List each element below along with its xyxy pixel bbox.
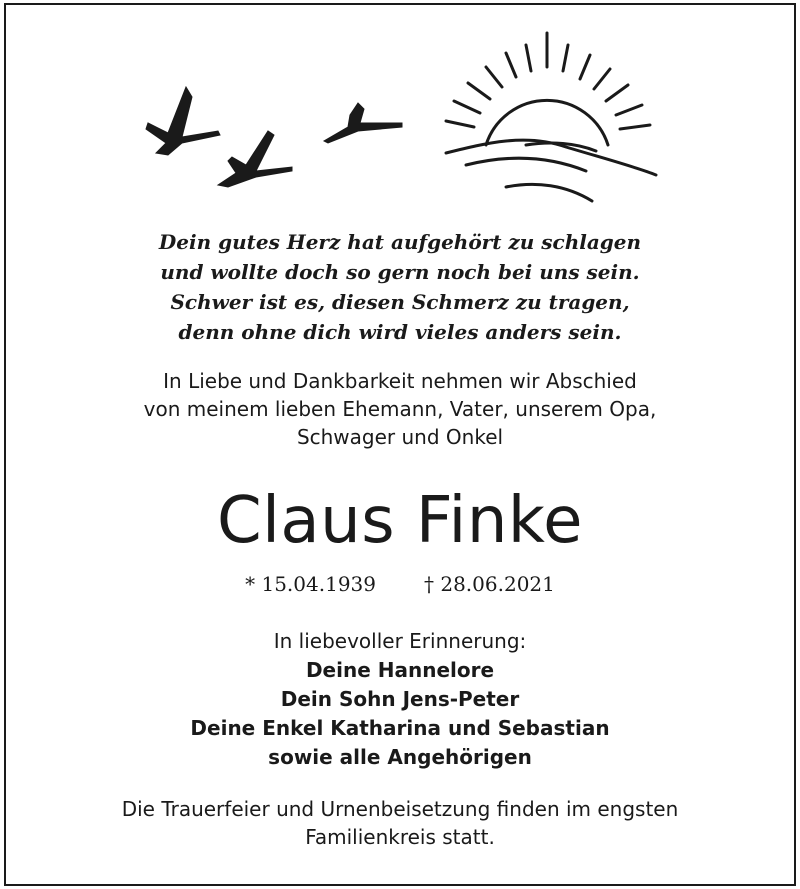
death-date: † 28.06.2021 (424, 572, 555, 596)
mourner-name: sowie alle Angehörigen (268, 745, 532, 769)
flying-bird-icon (218, 131, 292, 187)
deceased-name: Claus Finke (216, 484, 584, 558)
flying-bird-icon (146, 87, 220, 155)
mourner-name: Deine Hannelore (305, 658, 495, 682)
poem-line: und wollte doch so gern noch bei uns sein. (160, 260, 640, 284)
sunset-icon (446, 33, 656, 201)
memorial-poem (6, 227, 794, 347)
footer-line: Familienkreis statt. (305, 825, 495, 849)
mourners-list (6, 627, 794, 772)
intro-line: In Liebe und Dankbarkeit nehmen wir Abschied (163, 369, 637, 393)
funeral-notice (6, 795, 794, 851)
intro-line: von meinem lieben Ehemann, Vater, unserem Opa, (143, 397, 657, 421)
life-dates (6, 569, 794, 599)
mourner-name: Dein Sohn Jens-Peter (280, 687, 520, 711)
farewell-intro (6, 367, 794, 451)
obituary-notice (4, 3, 796, 886)
flying-bird-icon (324, 103, 402, 143)
poem-line: Dein gutes Herz hat aufgehört zu schlagen (158, 230, 642, 254)
mourner-name: Deine Enkel Katharina und Sebastian (190, 716, 610, 740)
mourners-heading: In liebevoller Erinnerung: (273, 629, 527, 653)
poem-line: denn ohne dich wird vieles anders sein. (178, 320, 622, 344)
footer-line: Die Trauerfeier und Urnenbeisetzung finden im engsten (121, 797, 679, 821)
header-illustration (6, 5, 794, 225)
poem-line: Schwer ist es, diesen Schmerz zu tragen, (170, 290, 630, 314)
intro-line: Schwager und Onkel (296, 425, 504, 449)
birth-date: * 15.04.1939 (245, 572, 376, 596)
